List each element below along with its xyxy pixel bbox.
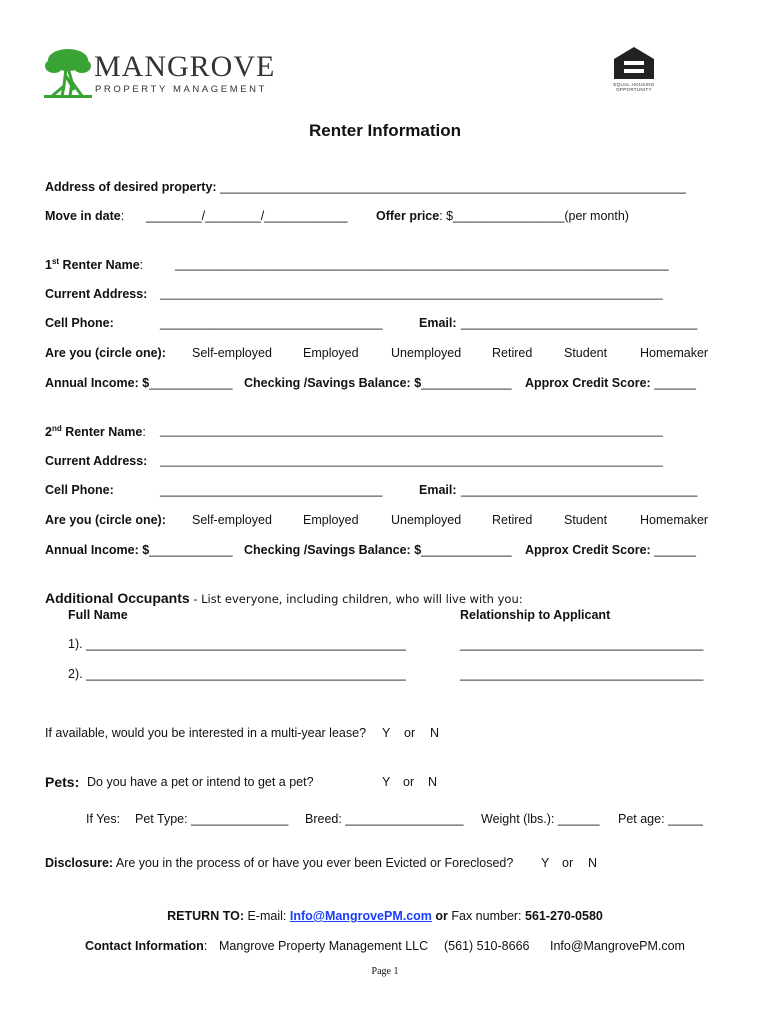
logo-wordmark: MANGROVE <box>94 50 276 83</box>
contact-label: Contact Information <box>85 939 204 953</box>
renter2-email-field[interactable]: __________________________________ <box>461 483 698 497</box>
renter1-phone-field[interactable]: ________________________________ <box>160 316 383 330</box>
return-to-line: RETURN TO: E-mail: Info@MangrovePM.com or Fax number: 561-270-0580 <box>167 909 603 923</box>
pets-label: Pets: <box>45 774 80 790</box>
property-address-label: Address of desired property: <box>45 180 217 194</box>
renter2-savings-row <box>244 543 512 557</box>
occupants-note: - List everyone, including children, who will live with you: <box>189 592 523 606</box>
offer-price-label: Offer price <box>376 209 440 223</box>
pets-or: or <box>403 775 415 789</box>
mangrove-tree-icon <box>44 46 92 98</box>
renter1-credit-field[interactable]: ______ <box>654 376 696 390</box>
occupants-heading-row <box>45 590 523 606</box>
eho-line-2: OPPORTUNITY <box>616 87 652 92</box>
renter1-address-field[interactable]: ______________________________________________________________________________ <box>160 287 663 300</box>
renter2-income-label: Annual Income: $ <box>45 543 150 557</box>
renter1-circle-label: Are you (circle one): <box>45 346 166 360</box>
disclosure-or: or <box>562 856 574 870</box>
renter1-savings-label: Checking /Savings Balance: $ <box>244 376 422 390</box>
lease-yes-option[interactable]: Y <box>382 726 391 740</box>
move-in-date-field[interactable]: ________/________/____________ <box>146 209 348 223</box>
renter2-email-label: Email: <box>419 483 457 497</box>
renter1-credit-label: Approx Credit Score: <box>525 376 655 390</box>
renter1-financials-row <box>45 376 233 390</box>
pets-question: Do you have a pet or intend to get a pet? <box>87 775 314 789</box>
renter1-address-label: Current Address: <box>45 287 148 301</box>
disclosure-row <box>45 856 513 870</box>
contact-email: Info@MangrovePM.com <box>550 939 685 953</box>
renter1-phone-label: Cell Phone: <box>45 316 114 330</box>
lease-question: If available, would you be interested in a multi-year lease? <box>45 726 367 740</box>
occupant-2-name-field[interactable]: ______________________________________________ <box>86 667 406 681</box>
disclosure-label: Disclosure: <box>45 856 114 870</box>
renter2-credit-field[interactable]: ______ <box>654 543 696 557</box>
renter2-option-student[interactable]: Student <box>564 513 608 527</box>
occupant-row-1: 1). ______________________________________________ <box>68 637 406 651</box>
occupants-col-relation: Relationship to Applicant <box>460 608 611 622</box>
contact-company: Mangrove Property Management LLC <box>219 939 429 953</box>
renter2-phone-field[interactable]: ________________________________ <box>160 483 383 497</box>
return-email-link[interactable]: Info@MangrovePM.com <box>289 909 432 923</box>
renter2-address-field[interactable]: ______________________________________________________________________________ <box>160 454 663 467</box>
contact-info-row: Contact Information: <box>85 939 208 953</box>
occupant-1-name-field[interactable]: ______________________________________________ <box>86 637 406 651</box>
occupants-heading: Additional Occupants <box>45 590 190 606</box>
fax-number: 561-270-0580 <box>525 909 603 923</box>
renter2-financials-row <box>45 543 233 557</box>
renter2-credit-label: Approx Credit Score: <box>525 543 655 557</box>
company-logo <box>44 44 294 100</box>
renter1-income-label: Annual Income: $ <box>45 376 150 390</box>
disclosure-yes-option[interactable]: Y <box>541 856 550 870</box>
pet-type-field[interactable]: ______________ <box>191 812 289 826</box>
pet-type-row: Pet Type: ______________ <box>135 812 289 826</box>
pet-age-row: Pet age: _____ <box>618 812 703 826</box>
equal-housing-icon <box>612 46 656 80</box>
renter1-option-self-employed[interactable]: Self-employed <box>192 346 272 360</box>
renter1-email-label: Email: <box>419 316 457 330</box>
occupant-2-relation-field[interactable]: ___________________________________ <box>460 667 704 681</box>
property-address-row <box>45 180 686 194</box>
renter1-option-student[interactable]: Student <box>564 346 608 360</box>
offer-price-field[interactable]: ________________ <box>453 209 565 223</box>
pet-weight-field[interactable]: ______ <box>557 812 600 826</box>
renter1-option-unemployed[interactable]: Unemployed <box>391 346 462 360</box>
page-number: Page 1 <box>371 966 399 977</box>
renter2-circle-label: Are you (circle one): <box>45 513 166 527</box>
renter1-savings-row <box>244 376 512 390</box>
renter1-email-field[interactable]: __________________________________ <box>461 316 698 330</box>
renter2-option-homemaker[interactable]: Homemaker <box>640 513 709 527</box>
renter2-income-field[interactable]: ____________ <box>149 543 233 557</box>
renter2-savings-label: Checking /Savings Balance: $ <box>244 543 422 557</box>
renter1-option-employed[interactable]: Employed <box>303 346 359 360</box>
contact-phone: (561) 510-8666 <box>444 939 530 953</box>
renter2-credit-row <box>525 543 696 557</box>
renter2-savings-field[interactable]: _____________ <box>421 543 512 557</box>
logo-tagline: PROPERTY MANAGEMENT <box>95 84 268 95</box>
pets-yes-option[interactable]: Y <box>382 775 391 789</box>
renter2-name-label: 2nd Renter Name: <box>45 424 146 440</box>
occupant-row-2: 2). ______________________________________________ <box>68 667 406 681</box>
pet-age-field[interactable]: _____ <box>668 812 703 826</box>
renter2-name-field[interactable]: ______________________________________________________________________________ <box>160 424 663 437</box>
renter2-option-employed[interactable]: Employed <box>303 513 359 527</box>
page-title: Renter Information <box>308 121 462 140</box>
renter1-income-field[interactable]: ____________ <box>149 376 233 390</box>
pet-breed-field[interactable]: _________________ <box>345 812 464 826</box>
renter2-option-unemployed[interactable]: Unemployed <box>391 513 462 527</box>
occupants-col-name: Full Name <box>68 608 128 622</box>
pet-breed-row: Breed: _________________ <box>305 812 464 826</box>
move-in-label: Move in date: <box>45 209 125 223</box>
renter1-option-retired[interactable]: Retired <box>492 346 533 360</box>
renter2-option-self-employed[interactable]: Self-employed <box>192 513 272 527</box>
lease-no-option[interactable]: N <box>430 726 440 740</box>
renter1-option-homemaker[interactable]: Homemaker <box>640 346 709 360</box>
pets-if-yes: If Yes: <box>86 812 121 826</box>
equal-housing-logo <box>608 46 660 96</box>
occupant-1-relation-field[interactable]: ___________________________________ <box>460 637 704 651</box>
renter1-savings-field[interactable]: _____________ <box>421 376 512 390</box>
lease-or: or <box>404 726 416 740</box>
renter2-address-label: Current Address: <box>45 454 148 468</box>
eho-line-1: EQUAL HOUSING <box>613 82 655 87</box>
offer-price-row: Offer price: $________________(per month) <box>376 209 629 223</box>
disclosure-question: Are you in the process of or have you ever been Evicted or Foreclosed? <box>113 856 514 870</box>
renter2-option-retired[interactable]: Retired <box>492 513 533 527</box>
disclosure-no-option[interactable]: N <box>588 856 598 870</box>
renter2-phone-label: Cell Phone: <box>45 483 114 497</box>
return-to-label: RETURN TO: <box>167 909 244 923</box>
renter1-credit-row <box>525 376 696 390</box>
renter1-name-label: 1st Renter Name: <box>45 257 144 273</box>
pets-no-option[interactable]: N <box>428 775 438 789</box>
property-address-field[interactable]: ___________________________________________________________________ <box>220 180 686 194</box>
pet-weight-row: Weight (lbs.): ______ <box>481 812 600 826</box>
renter1-name-field[interactable]: _______________________________________________________________________ <box>175 257 669 271</box>
